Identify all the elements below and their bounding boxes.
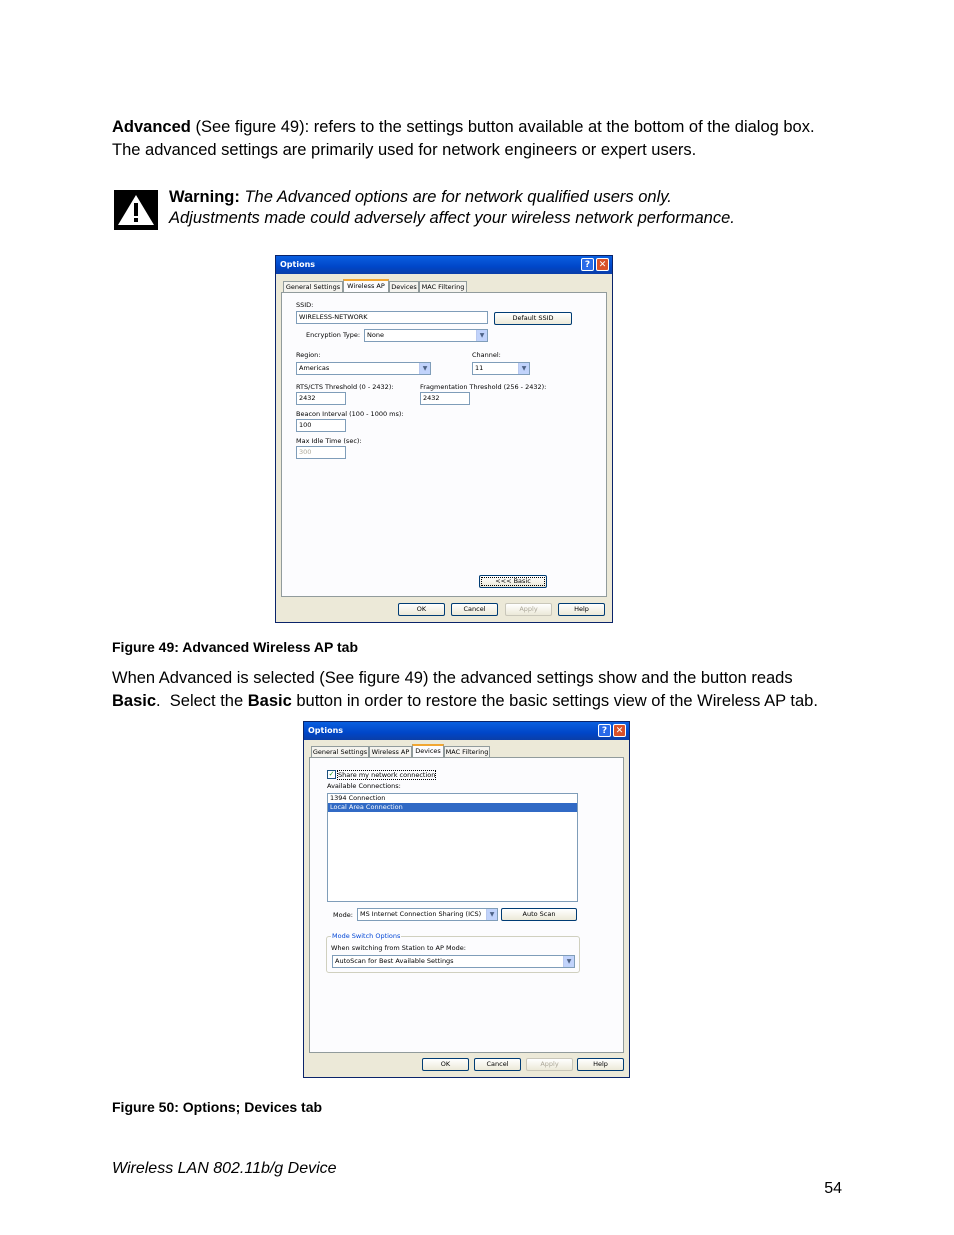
region-select[interactable]: Americas ▼: [296, 362, 431, 375]
close-icon[interactable]: ✕: [596, 258, 609, 271]
warning-label: Warning:: [169, 188, 240, 206]
figure-49-caption: Figure 49: Advanced Wireless AP tab: [112, 639, 358, 655]
channel-select[interactable]: 11 ▼: [472, 362, 530, 375]
middle-paragraph: [112, 667, 818, 713]
beacon-interval-input[interactable]: 100: [296, 419, 346, 432]
tab-mac-filtering[interactable]: MAC Filtering: [419, 281, 467, 292]
title-bar: Options ? ✕: [304, 722, 629, 740]
middle-line-2: Basic. Select the Basic button in order to restore the basic settings view of the Wireless AP tab.: [112, 692, 818, 710]
channel-label: Channel:: [472, 351, 501, 359]
close-icon[interactable]: ✕: [613, 724, 626, 737]
ok-button[interactable]: OK: [422, 1058, 469, 1071]
fragmentation-threshold-label: Fragmentation Threshold (256 - 2432):: [420, 383, 547, 391]
default-ssid-button[interactable]: Default SSID: [494, 312, 572, 325]
mode-switch-options-group: [326, 932, 580, 973]
encryption-type-label: Encryption Type:: [306, 331, 361, 339]
tab-mac-filtering[interactable]: MAC Filtering: [445, 748, 489, 756]
switch-mode-label: When switching from Station to AP Mode:: [331, 944, 466, 952]
cancel-button[interactable]: Cancel: [451, 603, 498, 616]
rts-threshold-input[interactable]: 2432: [296, 392, 346, 405]
help-icon[interactable]: ?: [598, 724, 611, 737]
available-connections-label: Available Connections:: [327, 782, 401, 790]
chevron-down-icon[interactable]: ▼: [518, 363, 529, 374]
devices-panel: [309, 757, 624, 1053]
intro-line-1: Advanced (See figure 49): refers to the settings button available at the bottom of the dialog box.: [112, 118, 815, 136]
encryption-type-select[interactable]: None ▼: [364, 329, 488, 342]
options-dialog-devices: [303, 721, 630, 1078]
max-idle-time-input: 300: [296, 446, 346, 459]
share-connection-label[interactable]: Share my network connection: [338, 771, 436, 779]
list-item[interactable]: 1394 Connection: [330, 794, 386, 802]
chevron-down-icon[interactable]: ▼: [486, 909, 497, 920]
footer-doc-title: Wireless LAN 802.11b/g Device: [112, 1160, 337, 1177]
group-legend: Mode Switch Options: [332, 932, 401, 940]
mode-label: Mode:: [333, 911, 353, 919]
page-number: 54: [824, 1180, 842, 1197]
apply-button: Apply: [526, 1058, 573, 1071]
fragmentation-threshold-input[interactable]: 2432: [420, 392, 470, 405]
figure-50-caption: Figure 50: Options; Devices tab: [112, 1099, 323, 1115]
mode-select[interactable]: MS Internet Connection Sharing (ICS) ▼: [357, 908, 498, 921]
rts-threshold-label: RTS/CTS Threshold (0 - 2432):: [296, 383, 394, 391]
warning-text: Warning: The Advanced options are for network qualified users only. Adjustments made could adversely affect your wireless network performance.: [169, 188, 735, 227]
region-label: Region:: [296, 351, 321, 359]
chevron-down-icon[interactable]: ▼: [476, 330, 487, 341]
intro-line-2: The advanced settings are primarily used for network engineers or expert users.: [112, 141, 697, 159]
warning-icon: [114, 190, 158, 230]
help-button[interactable]: Help: [558, 603, 605, 616]
chevron-down-icon[interactable]: ▼: [563, 956, 574, 967]
tab-wireless-ap[interactable]: Wireless AP: [343, 279, 389, 292]
ssid-label: SSID:: [296, 301, 314, 309]
wireless-ap-panel: [281, 292, 607, 597]
max-idle-time-label: Max Idle Time (sec):: [296, 437, 362, 445]
tab-devices[interactable]: Devices: [412, 744, 444, 757]
tab-wireless-ap[interactable]: Wireless AP: [369, 746, 412, 757]
apply-button: Apply: [505, 603, 552, 616]
tab-general-settings[interactable]: General Settings: [283, 281, 343, 292]
middle-line-1: When Advanced is selected (See figure 49) the advanced settings show and the button reads: [112, 669, 793, 687]
share-connection-checkbox[interactable]: ✓: [328, 770, 335, 778]
intro-paragraph: [112, 116, 815, 162]
basic-button[interactable]: <<< Basic: [479, 575, 547, 588]
help-icon[interactable]: ?: [581, 258, 594, 271]
chevron-down-icon[interactable]: ▼: [419, 363, 430, 374]
connections-list[interactable]: [327, 793, 578, 902]
tab-general-settings[interactable]: General Settings: [312, 748, 368, 756]
list-item[interactable]: Local Area Connection: [328, 803, 577, 812]
ssid-input[interactable]: WIRELESS-NETWORK: [296, 311, 488, 324]
cancel-button[interactable]: Cancel: [474, 1058, 521, 1071]
title-bar: Options ? ✕: [276, 256, 612, 274]
ok-button[interactable]: OK: [398, 603, 445, 616]
switch-mode-select[interactable]: AutoScan for Best Available Settings ▼: [332, 955, 575, 968]
options-dialog-advanced: [275, 255, 613, 623]
tab-devices[interactable]: Devices: [389, 281, 419, 292]
help-button[interactable]: Help: [577, 1058, 624, 1071]
beacon-interval-label: Beacon Interval (100 - 1000 ms):: [296, 410, 404, 418]
auto-scan-button[interactable]: Auto Scan: [501, 908, 577, 921]
